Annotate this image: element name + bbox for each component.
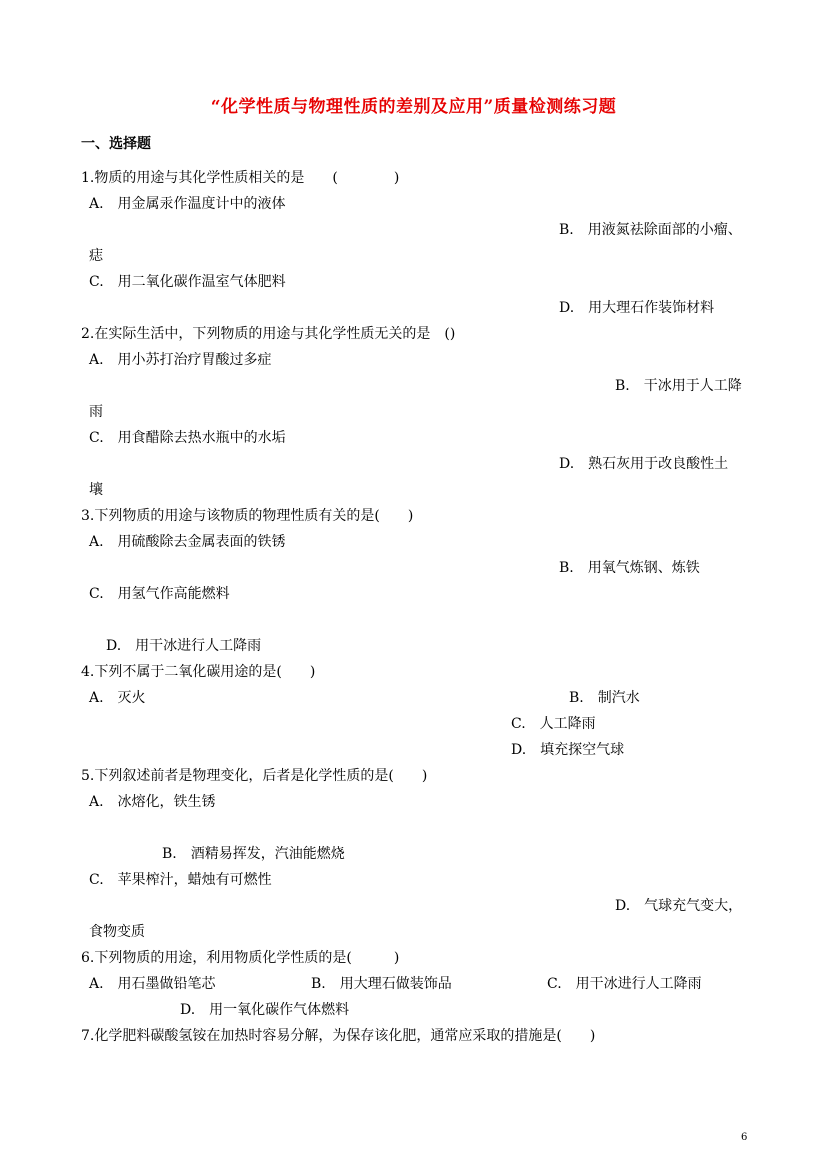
question-2-option-a: A. 用小苏打治疗胃酸过多症 [89, 352, 272, 368]
question-5-option-d-wrap: 食物变质 [89, 924, 145, 940]
question-5-option-d: D. 气球充气变大， [615, 898, 743, 914]
question-3-stem: 3.下列物质的用途与该物质的物理性质有关的是( ) [81, 508, 414, 524]
question-4-option-d: D. 填充探空气球 [511, 742, 625, 758]
document-title: “化学性质与物理性质的差别及应用”质量检测练习题 [210, 97, 617, 117]
question-6-option-b: B. 用大理石做装饰品 [311, 976, 452, 992]
question-2-option-d: D. 熟石灰用于改良酸性土 [559, 456, 729, 472]
question-1-option-a: A. 用金属汞作温度计中的液体 [89, 196, 286, 212]
question-1-stem: 1.物质的用途与其化学性质相关的是 ( ) [81, 170, 400, 186]
page-number: 6 [741, 1132, 748, 1143]
question-2-option-b-wrap: 雨 [89, 404, 103, 420]
question-2-option-c: C. 用食醋除去热水瓶中的水垢 [89, 430, 286, 446]
question-5-stem: 5.下列叙述前者是物理变化，后者是化学性质的是( ) [81, 768, 428, 784]
question-5-option-c: C. 苹果榨汁，蜡烛有可燃性 [89, 872, 272, 888]
question-3-option-b: B. 用氧气炼钢、炼铁 [559, 560, 700, 576]
question-1-option-b: B. 用液氮祛除面部的小瘤、 [559, 222, 742, 238]
question-3-option-c: C. 用氢气作高能燃料 [89, 586, 230, 602]
question-7-stem: 7.化学肥料碳酸氢铵在加热时容易分解，为保存该化肥，通常应采取的措施是( ) [81, 1028, 596, 1044]
question-5-option-b: B. 酒精易挥发，汽油能燃烧 [162, 846, 345, 862]
question-4-option-b: B. 制汽水 [569, 690, 640, 706]
question-3-option-d: D. 用干冰进行人工降雨 [106, 638, 262, 654]
question-4-stem: 4.下列不属于二氧化碳用途的是( ) [81, 664, 316, 680]
question-6-option-d: D. 用一氧化碳作气体燃料 [180, 1002, 350, 1018]
question-6-option-c: C. 用干冰进行人工降雨 [547, 976, 702, 992]
question-3-option-a: A. 用硫酸除去金属表面的铁锈 [89, 534, 286, 550]
question-2-option-d-wrap: 壤 [89, 482, 103, 498]
section-heading: 一、选择题 [81, 136, 151, 152]
question-4-option-c: C. 人工降雨 [511, 716, 596, 732]
question-2-option-b: B. 干冰用于人工降 [615, 378, 742, 394]
question-6-option-a: A. 用石墨做铅笔芯 [89, 976, 216, 992]
question-4-option-a: A. 灭火 [89, 690, 146, 706]
question-6-stem: 6.下列物质的用途，利用物质化学性质的是( ) [81, 950, 400, 966]
question-1-option-c: C. 用二氧化碳作温室气体肥料 [89, 274, 286, 290]
question-2-stem: 2.在实际生活中，下列物质的用途与其化学性质无关的是 () [81, 326, 456, 342]
question-1-option-d: D. 用大理石作装饰材料 [559, 300, 715, 316]
question-1-option-b-wrap: 痣 [89, 248, 103, 264]
question-5-option-a: A. 冰熔化，铁生锈 [89, 794, 216, 810]
